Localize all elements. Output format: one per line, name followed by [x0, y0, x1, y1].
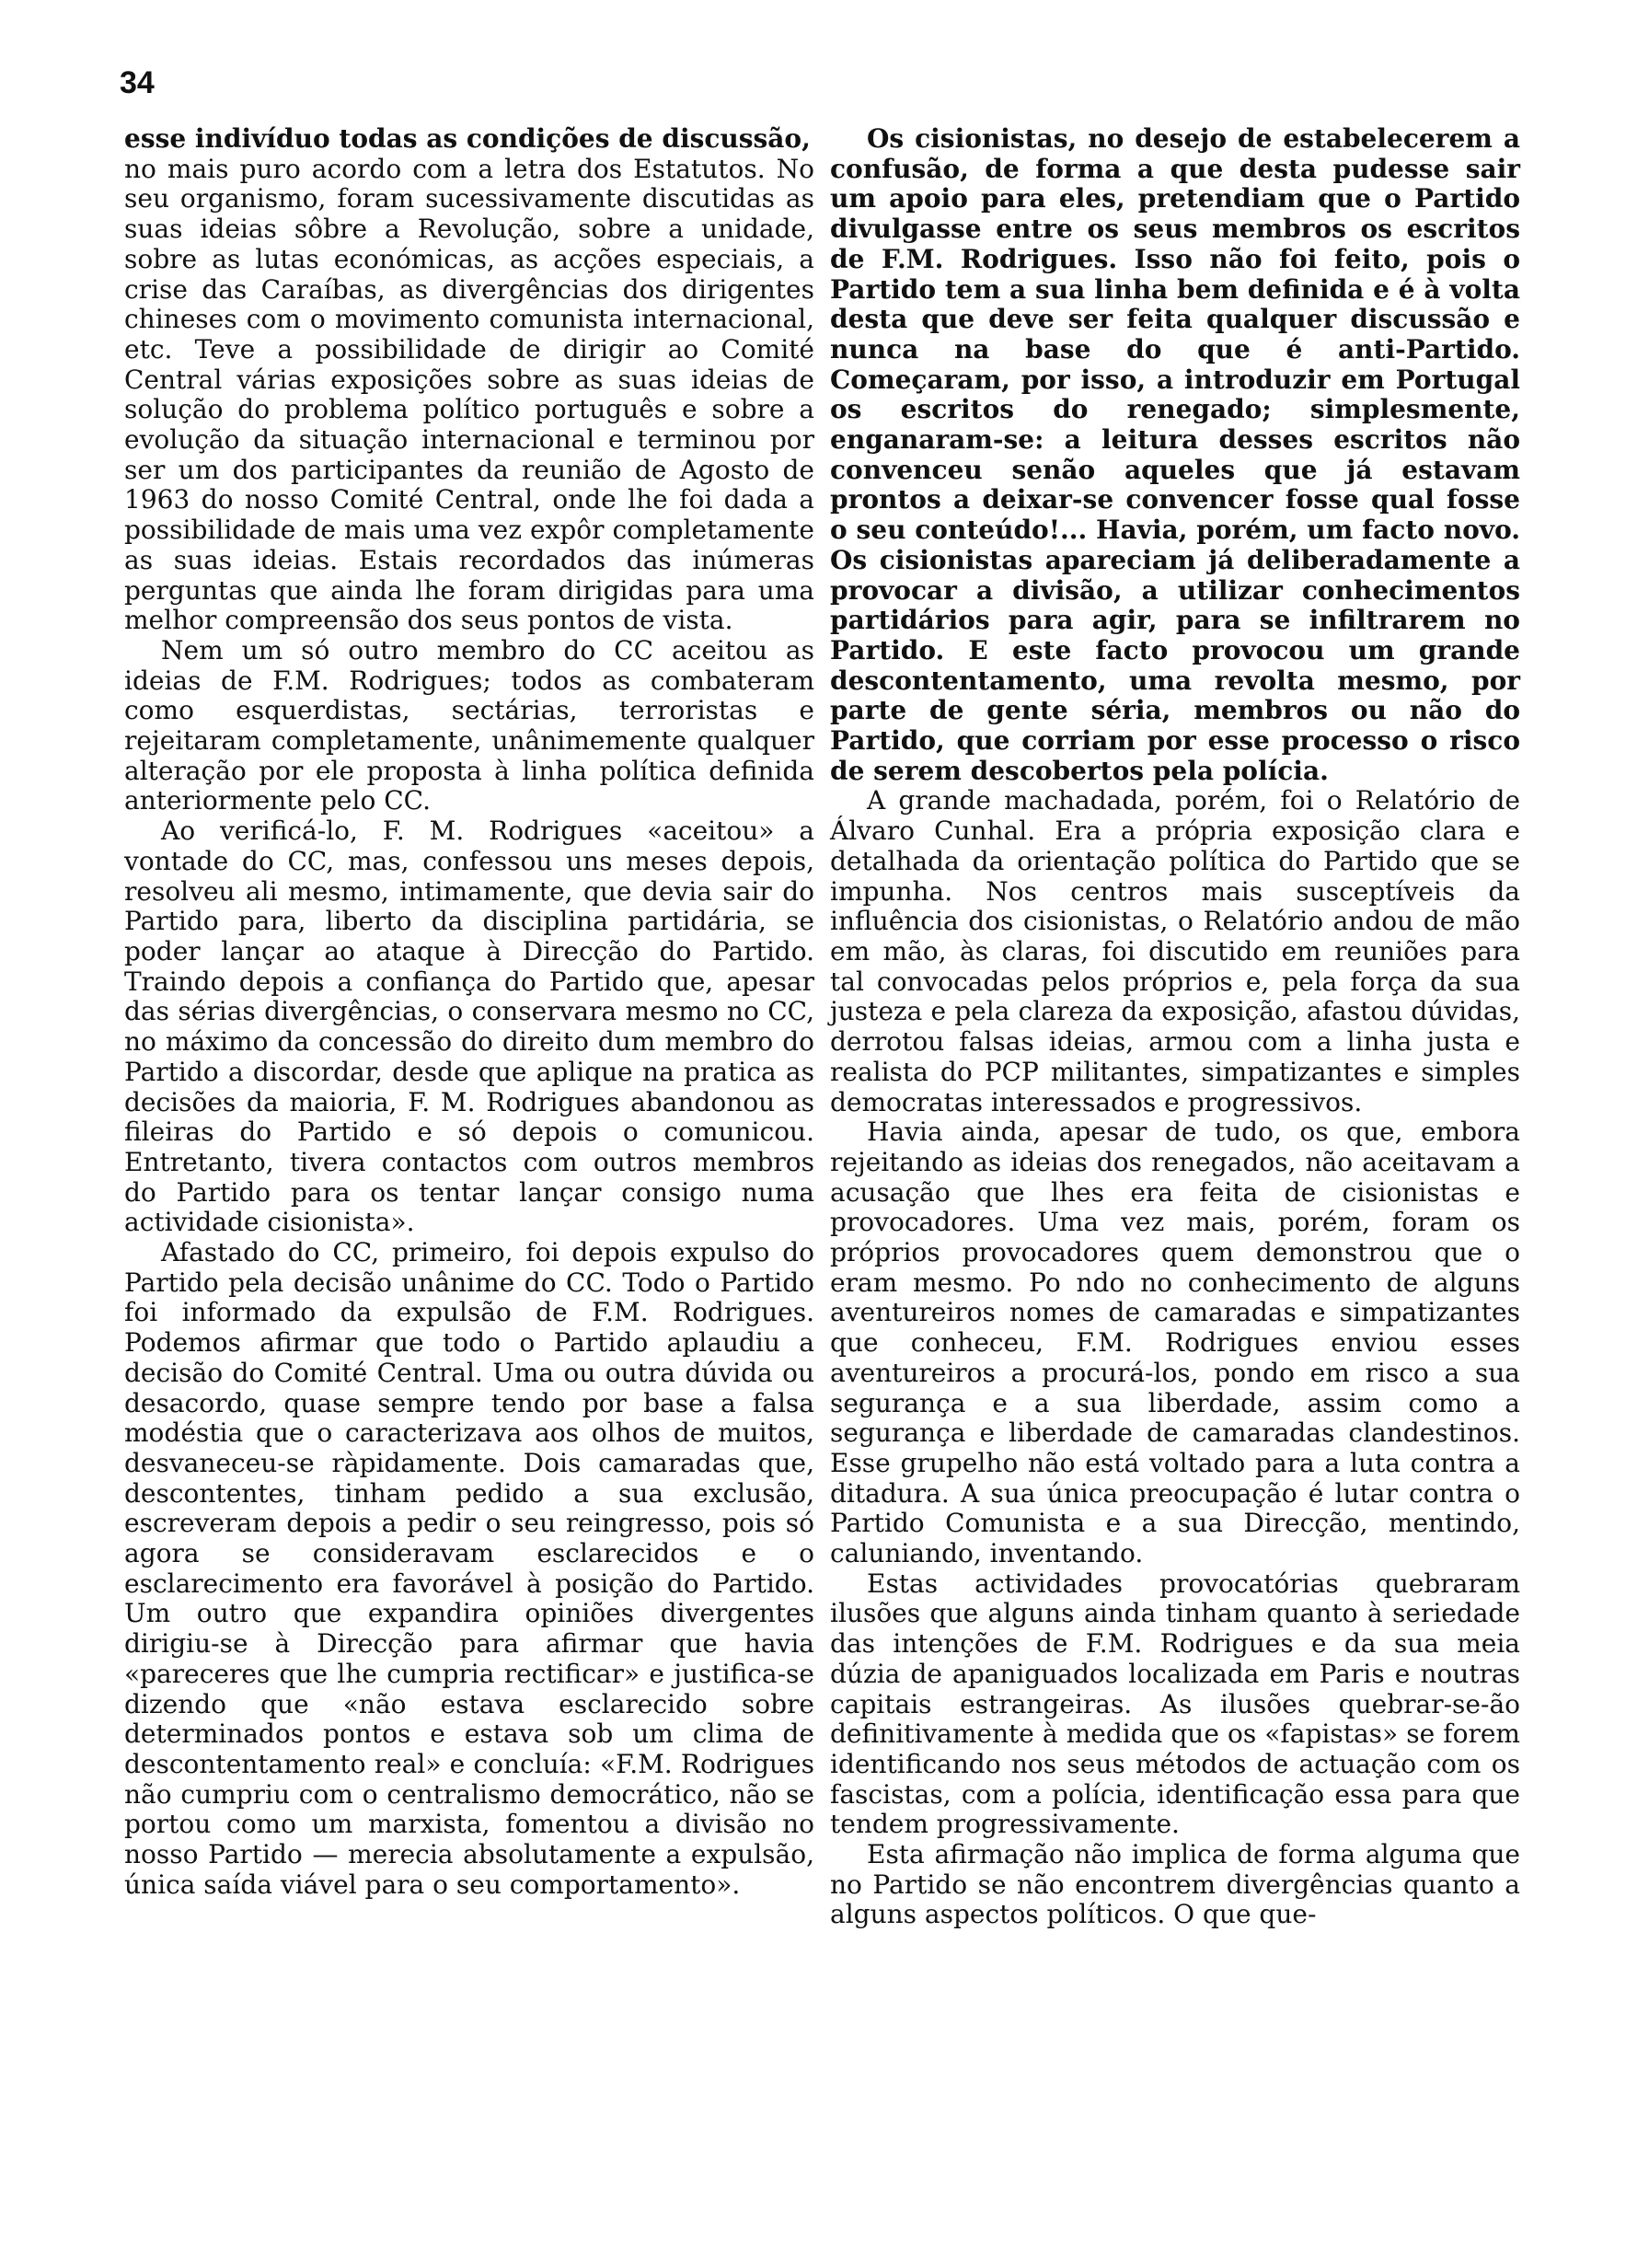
paragraph: Nem um só outro membro do CC aceitou as ideias de F.M. Rodrigues; todos as combateram como esquerdistas, sectárias, terroristas e rejeitaram completamente, unânimemente qualquer alteração por ele proposta à linha política definida anteriormente pelo CC.	[124, 634, 814, 816]
left-column	[124, 124, 814, 1900]
paragraph: A grande machadada, porém, foi o Relatório de Álvaro Cunhal. Era a própria exposição clara e detalhada da orientação política do Partido que se impunha. Nos centros mais susceptíveis da influência dos cisionistas, o Relatório andou de mão em mão, às claras, foi discutido em reuniões para tal convocadas pelos próprios e, pela força da sua justeza e pela clareza da exposição, afastou dúvidas, derrotou falsas ideias, armou com a linha justa e realista do PCP militantes, simpatizantes e simples democratas interessados e progressivos.	[830, 785, 1520, 1117]
paragraph: Os cisionistas, no desejo de estabelecerem a confusão, de forma a que desta pudesse sair um apoio para eles, pretendiam que o Partido divulgasse entre os seus membros os escritos de F.M. Rodrigues. Isso não foi feito, pois o Partido tem a sua linha bem definida e é à volta desta que deve ser feita qualquer discussão e nunca na base do que é anti-Partido. Começaram, por isso, a introduzir em Portugal os escritos do renegado; simplesmente, enganaram-se: a leitura desses escritos não convenceu senão aqueles que já estavam prontos a deixar-se convencer fosse qual fosse o seu conteúdo!... Havia, porém, um facto novo. Os cisionistas apareciam já deliberadamente a provocar a divisão, a utilizar conhecimentos partidários para agir, para se infiltrarem no Partido. E este facto provocou um grande descontentamento, uma revolta mesmo, por parte de gente séria, membros ou não do Partido, que corriam por esse processo o risco de serem descobertos pela polícia.	[830, 123, 1520, 786]
paragraph: Estas actividades provocatórias quebraram ilusões que alguns ainda tinham quanto à seriedade das intenções de F.M. Rodrigues e da sua meia dúzia de apaniguados localizada em Paris e noutras capitais estrangeiras. As ilusões quebrar-se-ão definitivamente à medida que os «fapistas» se forem identificando nos seus métodos de actuação com os fascistas, com a polícia, identificação essa para que tendem progressivamente.	[830, 1568, 1520, 1840]
right-column	[830, 124, 1520, 1930]
paragraph: Esta afirmação não implica de forma alguma que no Partido se não encontrem divergências quanto a alguns aspectos políticos. O que que-	[830, 1839, 1520, 1930]
paragraph: Havia ainda, apesar de tudo, os que, embora rejeitando as ideias dos renegados, não aceitavam a acusação que lhes era feita de cisionistas e provocadores. Uma vez mais, porém, foram os próprios provocadores quem demonstrou que o eram mesmo. Po ndo no conhecimento de alguns aventureiros nomes de camaradas e simpatizantes que conheceu, F.M. Rodrigues enviou esses aventureiros a procurá-los, pondo em risco a sua segurança e a sua liberdade, assim como a segurança e liberdade de camaradas clandestinos. Esse grupelho não está voltado para a luta contra a ditadura. A sua única preocupação é lutar contra o Partido Comunista e a sua Direcção, mentindo, caluniando, inventando.	[830, 1117, 1520, 1569]
paragraph: Ao verificá-lo, F. M. Rodrigues «aceitou» a vontade do CC, mas, confessou uns meses depois, resolveu ali mesmo, intimamente, que devia sair do Partido para, liberto da disciplina partidária, se poder lançar ao ataque à Direcção do Partido. Traindo depois a confiança do Partido que, apesar das sérias divergências, o conservara mesmo no CC, no máximo da concessão do direito dum membro do Partido a discordar, desde que aplique na pratica as decisões da maioria, F. M. Rodrigues abandonou as fileiras do Partido e só depois o comunicou. Entretanto, tivera contactos com outros membros do Partido para os tentar lançar consigo numa actividade cisionista».	[124, 816, 814, 1238]
page-number: 34	[120, 65, 155, 100]
paragraph: esse indivíduo todas as condições de discussão,	[124, 123, 811, 154]
paragraph: Afastado do CC, primeiro, foi depois expulso do Partido pela decisão unânime do CC. Todo o Partido foi informado da expulsão de F.M. Rodrigues. Podemos afirmar que todo o Partido aplaudiu a decisão do Comité Central. Uma ou outra dúvida ou desacordo, quase sempre tendo por base a falsa modéstia que o caracterizava aos olhos de muitos, desvaneceu-se ràpidamente. Dois camaradas que, descontentes, tinham pedido a sua exclusão, escreveram depois a pedir o seu reingresso, pois só agora se consideravam esclarecidos e o esclarecimento era favorável à posição do Partido. Um outro que expandira opiniões divergentes dirigiu-se à Direcção para afirmar que havia «pareceres que lhe cumpria rectificar» e justifica-se dizendo que «não estava esclarecido sobre determinados pontos e estava sob um clima de descontentamento real» e concluía: «F.M. Rodrigues não cumpriu com o centralismo democrático, não se portou como um marxista, fomentou a divisão no nosso Partido — merecia absolutamente a expulsão, única saída viável para o seu comportamento».	[124, 1237, 814, 1900]
paragraph: no mais puro acordo com a letra dos Estatutos. No seu organismo, foram sucessivamente discutidas as suas ideias sôbre a Revolução, sobre a unidade, sobre as lutas económicas, as acções especiais, a crise das Caraíbas, as divergências dos dirigentes chineses com o movimento comunista internacional, etc. Teve a possibilidade de dirigir ao Comité Central várias exposições sobre as suas ideias de solução do problema político português e sobre a evolução da situação internacional e terminou por ser um dos participantes da reunião de Agosto de 1963 do nosso Comité Central, onde lhe foi dada a possibilidade de mais uma vez expôr completamente as suas ideias. Estais recordados das inúmeras perguntas que ainda lhe foram dirigidas para uma melhor compreensão dos seus pontos de vista.	[124, 153, 814, 636]
